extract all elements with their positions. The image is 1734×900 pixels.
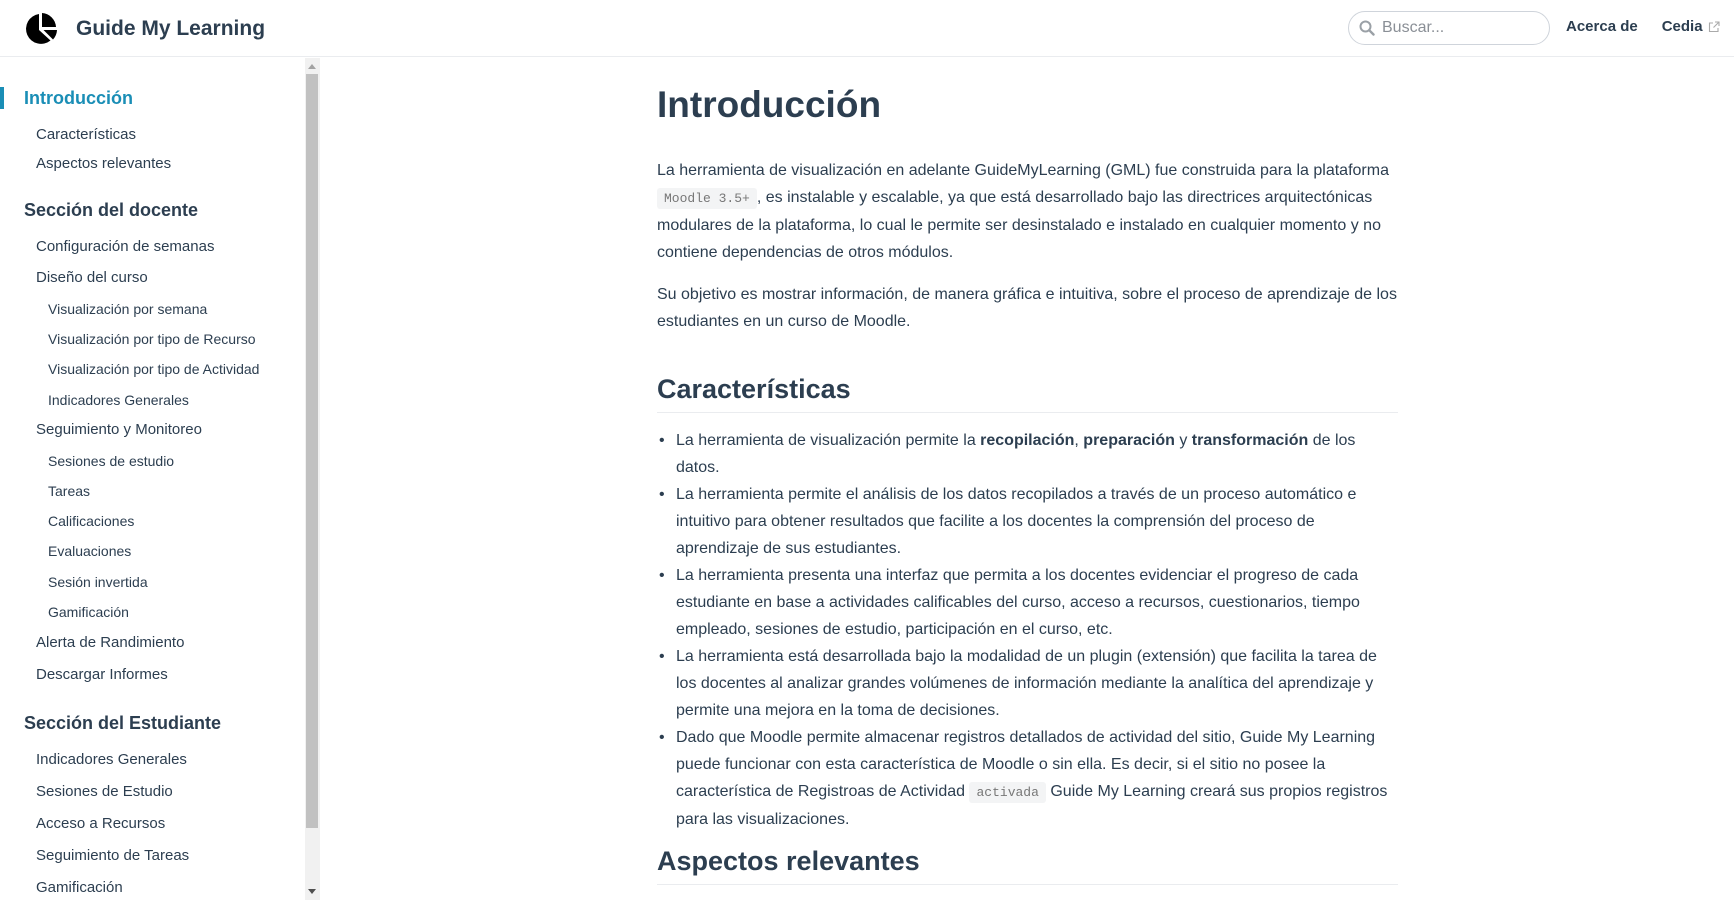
list-item: • La herramienta está desarrollada bajo la modalidad de un plugin (extensión) que facilita la tarea de los docentes al analizar grandes volúmenes de información mediante la analítica del aprendizaje y permite una mejora en la toma de decisiones. (657, 643, 1398, 724)
sidebar-group-introduccion[interactable]: Introducción (0, 87, 304, 109)
sidebar-item-seguimiento-tareas[interactable]: Seguimiento de Tareas (36, 847, 190, 864)
intro-paragraph-2: Su objetivo es mostrar información, de manera gráfica e intuitiva, sobre el proceso de aprendizaje de los estudiantes en un curso de Moodle. (657, 286, 1397, 330)
sidebar-subitem-sesiones-estudio[interactable]: Sesiones de estudio (48, 453, 175, 469)
scroll-down-arrow-icon[interactable] (308, 889, 316, 894)
nav-link-acerca-de[interactable] (1566, 18, 1638, 35)
sidebar-item-alerta-rendimiento[interactable]: Alerta de Randimiento (36, 634, 185, 651)
sidebar-subitem-indicadores-generales[interactable]: Indicadores Generales (48, 392, 189, 408)
sidebar-item-diseno-curso[interactable]: Diseño del curso (36, 269, 148, 286)
sidebar-item-indicadores-generales-estudiante[interactable]: Indicadores Generales (36, 751, 187, 768)
list-item: • La herramienta presenta una interfaz que permita a los docentes evidenciar el progreso de cada estudiante en base a actividades calificables del curso, acceso a recursos, cuestionarios, tiempo empleado, sesiones de estudio, participación en el curso, etc. (657, 562, 1398, 643)
bold-text: recopilación (980, 432, 1075, 449)
intro-paragraph-1 (657, 157, 1398, 266)
sidebar-group-seccion-docente[interactable]: Sección del docente (24, 200, 199, 220)
pie-chart-icon (23, 11, 59, 47)
sidebar-scrollbar[interactable] (305, 58, 320, 900)
sidebar-group-seccion-estudiante[interactable]: Sección del Estudiante (24, 713, 222, 733)
sidebar-item-configuracion-semanas[interactable]: Configuración de semanas (36, 238, 215, 255)
inline-code-moodle-version: Moodle 3.5+ (657, 188, 757, 209)
sidebar (0, 58, 320, 900)
brand-title: Guide My Learning (76, 17, 266, 40)
top-navbar (0, 0, 1734, 57)
bold-text: preparación (1083, 432, 1175, 449)
bold-text: transformación (1191, 432, 1309, 449)
sidebar-item-acceso-recursos[interactable]: Acceso a Recursos (36, 815, 166, 832)
list-text: Guide My Learning creará sus propios registros para las visualizaciones. (676, 783, 1388, 828)
sidebar-item-sesiones-estudio-estudiante[interactable]: Sesiones de Estudio (36, 783, 173, 800)
scroll-up-arrow-icon[interactable] (308, 64, 316, 69)
sidebar-subitem-tareas[interactable]: Tareas (48, 483, 91, 499)
list-item (657, 427, 1398, 481)
nav-link-cedia[interactable] (1662, 18, 1720, 35)
nav-link-label: Acerca de (1566, 18, 1638, 35)
list-text: , (1074, 432, 1084, 449)
list-text: de los datos. (676, 432, 1356, 476)
sidebar-item-seguimiento-monitoreo[interactable]: Seguimiento y Monitoreo (36, 421, 202, 438)
nav-link-label: Cedia (1661, 18, 1703, 35)
brand-home-link[interactable] (23, 11, 265, 47)
inline-code-activada: activada (969, 782, 1045, 803)
sidebar-subitem-calificaciones[interactable]: Calificaciones (48, 513, 135, 529)
sidebar-subitem-evaluaciones[interactable]: Evaluaciones (48, 543, 132, 559)
sidebar-item-descargar-informes[interactable]: Descargar Informes (36, 666, 168, 683)
paragraph-text: La herramienta de visualización en adelante GuideMyLearning (GML) fue construida para la plataforma (657, 162, 1389, 179)
search-input[interactable] (1382, 19, 1542, 37)
search-icon (1359, 20, 1375, 36)
scrollbar-thumb[interactable] (306, 74, 318, 828)
section-heading-aspectos-relevantes: Aspectos relevantes (657, 846, 1398, 885)
paragraph-text: , es instalable y escalable, ya que está desarrollado bajo las directrices arquitectónicas modulares de la plataforma, lo cual le permite ser desinstalado e instalado en cualquier momento y no contiene dependencias de otros módulos. (657, 189, 1381, 261)
external-link-icon (1708, 21, 1720, 33)
section-heading-caracteristicas: Características (657, 374, 1398, 413)
sidebar-item-aspectos-relevantes[interactable]: Aspectos relevantes (36, 155, 172, 172)
sidebar-subitem-visualizacion-actividad[interactable]: Visualización por tipo de Actividad (48, 361, 260, 377)
sidebar-subitem-gamificacion[interactable]: Gamificación (48, 604, 129, 620)
list-text: La herramienta de visualización permite la (676, 432, 981, 449)
list-item (657, 724, 1398, 833)
sidebar-subitem-visualizacion-semana[interactable]: Visualización por semana (48, 301, 208, 317)
sidebar-subitem-sesion-invertida[interactable]: Sesión invertida (48, 574, 148, 590)
list-text: Dado que Moodle permite almacenar registros detallados de actividad del sitio, Guide My Learning puede funcionar con esta característica de Moodle o sin ella. Es decir, si el sitio no posee la característica de Registroas de Actividad (676, 729, 1376, 800)
sidebar-item-caracteristicas[interactable]: Características (36, 126, 137, 143)
sidebar-subitem-visualizacion-recurso[interactable]: Visualización por tipo de Recurso (48, 331, 256, 347)
nav-links (1566, 18, 1720, 35)
list-item: • La herramienta permite el análisis de los datos recopilados a través de un proceso automático e intuitivo para obtener resultados que facilite a los docentes la comprensión del proceso de aprendizaje de sus estudiantes. (657, 481, 1398, 562)
sidebar-item-gamificacion-estudiante[interactable]: Gamificación (36, 879, 123, 896)
search-box[interactable] (1348, 11, 1550, 45)
page-title: Introducción (657, 84, 882, 125)
list-text: y (1174, 432, 1192, 449)
features-list (657, 427, 1398, 833)
